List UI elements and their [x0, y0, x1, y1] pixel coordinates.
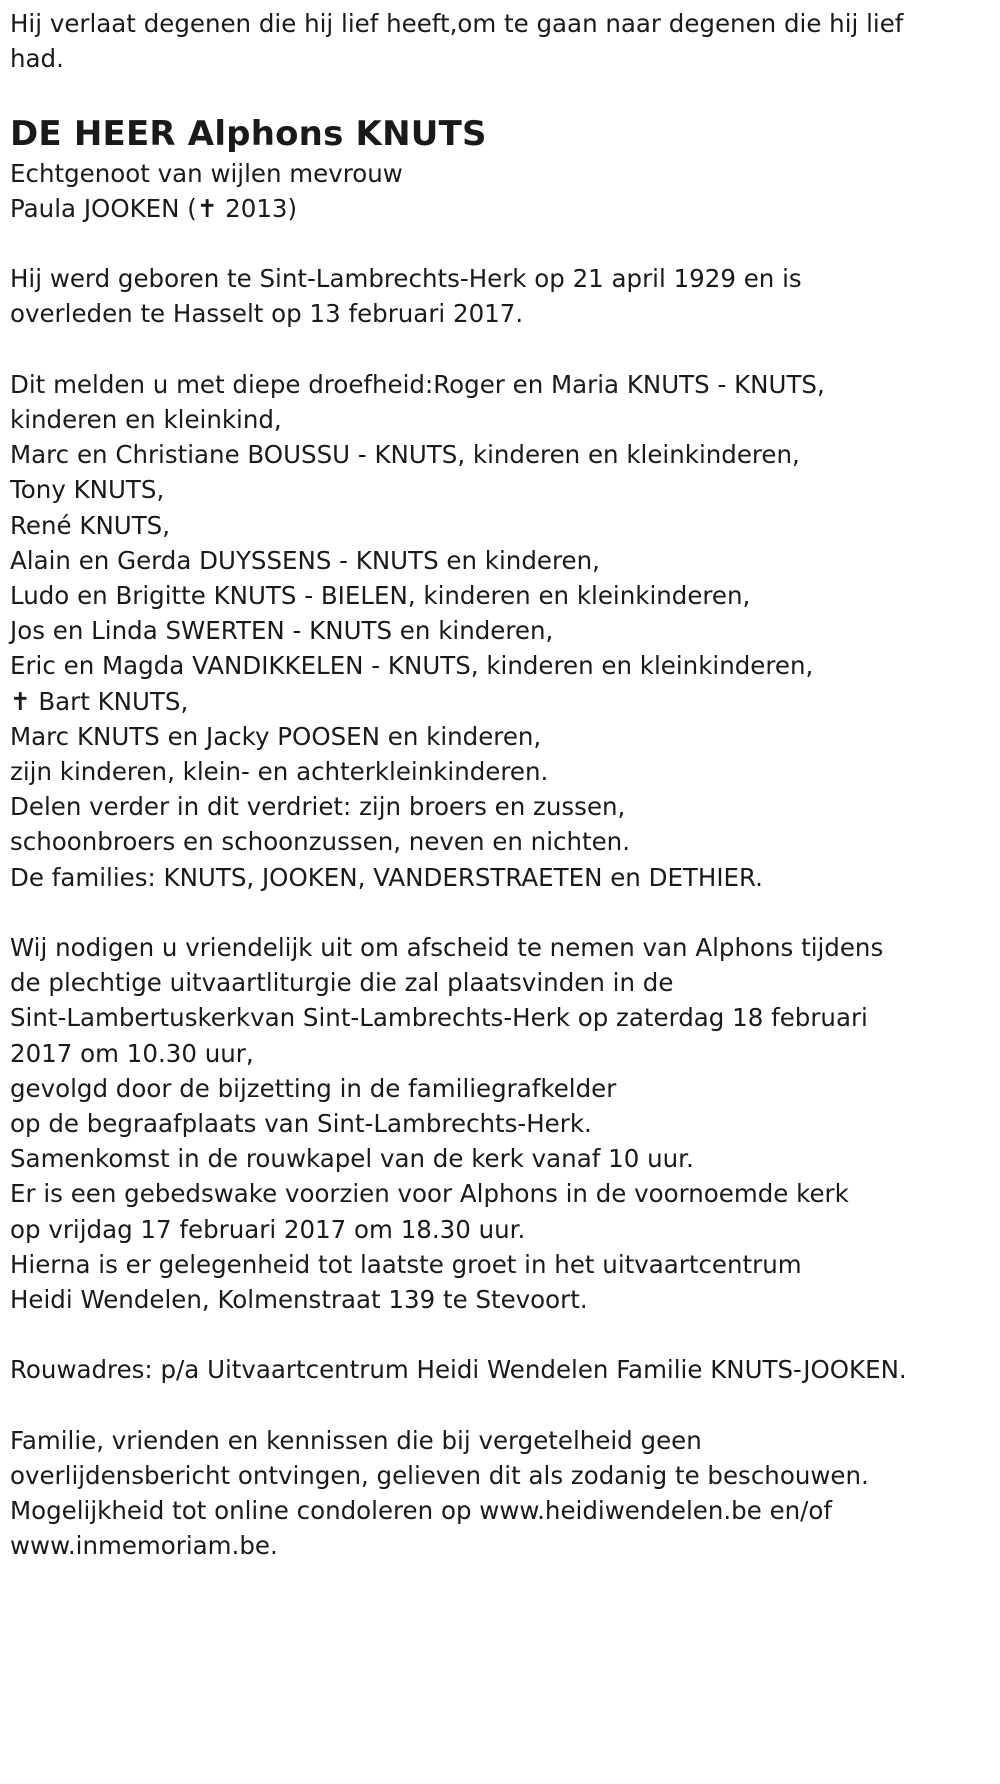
spacer	[10, 1317, 1000, 1352]
mourner-line: Alain en Gerda DUYSSENS - KNUTS en kinderen,	[10, 545, 600, 575]
mourner-line: ✝ Bart KNUTS,	[10, 686, 189, 716]
intro-line: had.	[10, 44, 64, 74]
mourner-line: kinderen en kleinkind,	[10, 404, 282, 434]
mourners-list	[10, 367, 1000, 895]
intro-quote	[10, 6, 1000, 76]
mourner-line: René KNUTS,	[10, 510, 171, 540]
spouse-info	[10, 156, 1000, 226]
spacer	[10, 895, 1000, 930]
mourner-line: Marc KNUTS en Jacky POOSEN en kinderen,	[10, 721, 542, 751]
mourner-line: schoonbroers en schoonzussen, neven en nichten.	[10, 827, 631, 857]
intro-line: Hij verlaat degenen die hij lief heeft,om te gaan naar degenen die hij lief	[10, 9, 904, 38]
ceremony-line: Wij nodigen u vriendelijk uit om afscheid te nemen van Alphons tijdens	[10, 933, 884, 963]
birth-death-line: overleden te Hasselt op 13 februari 2017.	[10, 299, 524, 329]
mourner-line: Tony KNUTS,	[10, 475, 165, 505]
mourner-line: Jos en Linda SWERTEN - KNUTS en kinderen,	[10, 616, 554, 646]
mourner-line: zijn kinderen, klein- en achterkleinkinderen.	[10, 757, 549, 787]
ceremony-line: de plechtige uitvaartliturgie die zal plaatsvinden in de	[10, 968, 674, 998]
mourner-line: De families: KNUTS, JOOKEN, VANDERSTRAETEN en DETHIER.	[10, 862, 763, 892]
ceremony-line: Er is een gebedswake voorzien voor Alphons in de voornoemde kerk	[10, 1179, 849, 1209]
mourner-line: Delen verder in dit verdriet: zijn broers en zussen,	[10, 792, 626, 822]
ceremony-info	[10, 930, 1000, 1317]
mourner-line: Ludo en Brigitte KNUTS - BIELEN, kinderen en kleinkinderen,	[10, 581, 751, 610]
mourning-address	[10, 1352, 1000, 1387]
closing-line: Mogelijkheid tot online condoleren op www.heidiwendelen.be en/of	[10, 1496, 833, 1526]
mourner-line: Eric en Magda VANDIKKELEN - KNUTS, kinderen en kleinkinderen,	[10, 651, 814, 681]
birth-death-line: Hij werd geboren te Sint-Lambrechts-Herk op 21 april 1929 en is	[10, 264, 802, 294]
spouse-line: Echtgenoot van wijlen mevrouw	[10, 158, 403, 188]
birth-death-info	[10, 261, 1000, 331]
mourner-line: Dit melden u met diepe droefheid:Roger en Maria KNUTS - KNUTS,	[10, 369, 825, 399]
ceremony-line: Hierna is er gelegenheid tot laatste groet in het uitvaartcentrum	[10, 1249, 802, 1279]
spouse-line: Paula JOOKEN (✝ 2013)	[10, 193, 298, 223]
spacer	[10, 1388, 1000, 1423]
spacer	[10, 76, 1000, 111]
closing-line: www.inmemoriam.be.	[10, 1531, 278, 1561]
spacer	[10, 226, 1000, 261]
ceremony-line: gevolgd door de bijzetting in de familiegrafkelder	[10, 1073, 617, 1103]
mourner-line: Marc en Christiane BOUSSU - KNUTS, kinderen en kleinkinderen,	[10, 440, 800, 470]
ceremony-line: op vrijdag 17 februari 2017 om 18.30 uur.	[10, 1214, 526, 1244]
ceremony-line: Sint-Lambertuskerkvan Sint-Lambrechts-Herk op zaterdag 18 februari	[10, 1003, 868, 1033]
ceremony-line: 2017 om 10.30 uur,	[10, 1038, 254, 1068]
closing-line: overlijdensbericht ontvingen, gelieven dit als zodanig te beschouwen.	[10, 1461, 869, 1491]
spacer	[10, 332, 1000, 367]
ceremony-line: Heidi Wendelen, Kolmenstraat 139 te Stevoort.	[10, 1285, 588, 1315]
closing-line: Familie, vrienden en kennissen die bij vergetelheid geen	[10, 1425, 702, 1455]
ceremony-line: Samenkomst in de rouwkapel van de kerk vanaf 10 uur.	[10, 1144, 694, 1174]
ceremony-line: op de begraafplaats van Sint-Lambrechts-Herk.	[10, 1109, 592, 1139]
deceased-name-heading: DE HEER Alphons KNUTS	[10, 113, 487, 154]
address-line: Rouwadres: p/a Uitvaartcentrum Heidi Wendelen Familie KNUTS-JOOKEN.	[10, 1355, 907, 1385]
closing-note	[10, 1423, 1000, 1564]
